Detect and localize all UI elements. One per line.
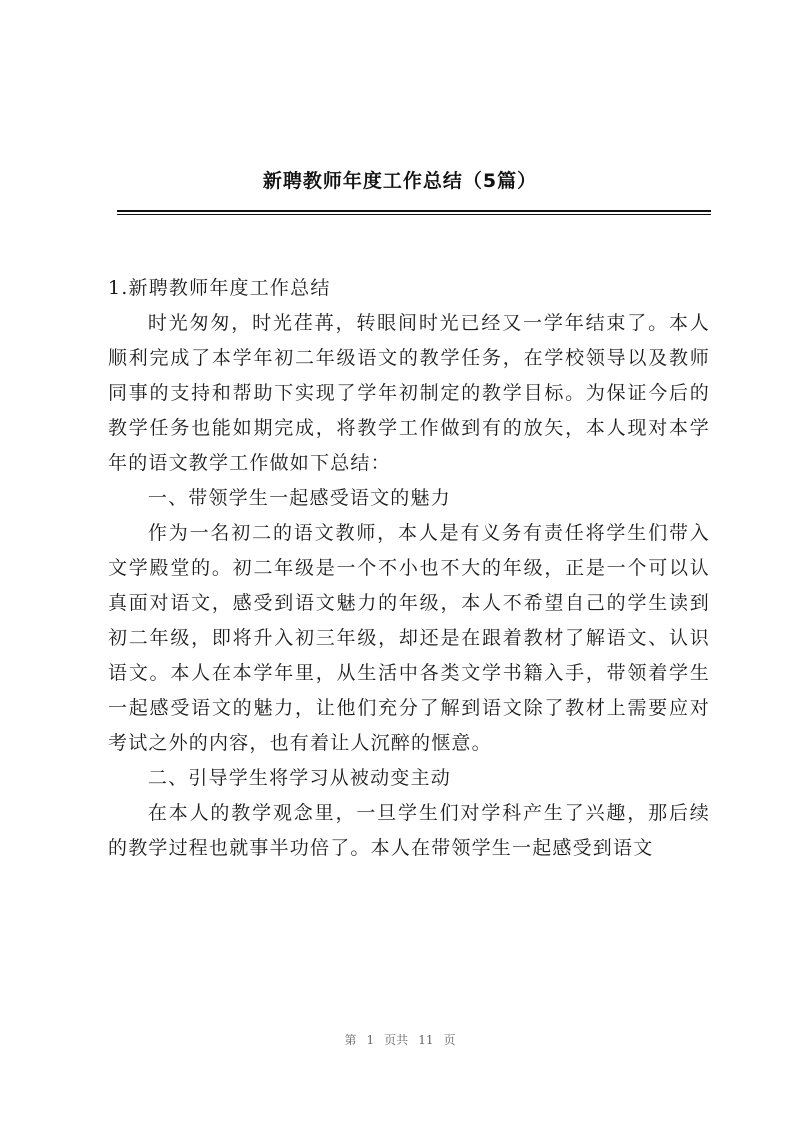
title-rule-thick	[117, 210, 711, 212]
footer-current-page: 1	[366, 1033, 375, 1047]
paragraph-two: 在本人的教学观念里，一旦学生们对学科产生了兴趣，那后续的教学过程也就事半功倍了。本人在带领学生一起感受到语文	[108, 802, 710, 859]
paragraph-one: 作为一名初二的语文教师，本人是有义务有责任将学生们带入文学殿堂的。初二年级是一个不小也不大的年级，正是一个可以认真面对语文，感受到语文魅力的年级，本人不希望自己的学生读到初二年级，即将升入初三年级，却还是在跟着教材了解语文、认识语文。本人在本学年里，从生活中各类文学书籍入手，带领着学生一起感受语文的魅力，让他们充分了解到语文除了教材上需要应对考试之外的内容，也有着让人沉醉的惬意。	[108, 522, 710, 754]
subheading-two: 二、引导学生将学习从被动变主动	[147, 767, 451, 789]
title-rule-thin	[117, 214, 711, 215]
document-body	[108, 271, 710, 866]
document-title: 新聘教师年度工作总结（5篇）	[262, 170, 538, 192]
footer-pages-label: 页	[443, 1033, 456, 1047]
footer-total-pages: 11	[418, 1033, 434, 1047]
footer-of-label: 页共	[384, 1033, 409, 1047]
page-footer	[0, 1031, 800, 1048]
subheading-one: 一、带领学生一起感受语文的魅力	[147, 487, 451, 509]
footer-page-label: 第	[344, 1033, 357, 1047]
section-heading: 1.新聘教师年度工作总结	[108, 277, 331, 299]
paragraph-intro: 时光匆匆，时光荏苒，转眼间时光已经又一学年结束了。本人顺利完成了本学年初二年级语文的教学任务，在学校领导以及教师同事的支持和帮助下实现了学年初制定的教学目标。为保证今后的教学任务也能如期完成，将教学工作做到有的放矢，本人现对本学年的语文教学工作做如下总结：	[108, 312, 710, 474]
